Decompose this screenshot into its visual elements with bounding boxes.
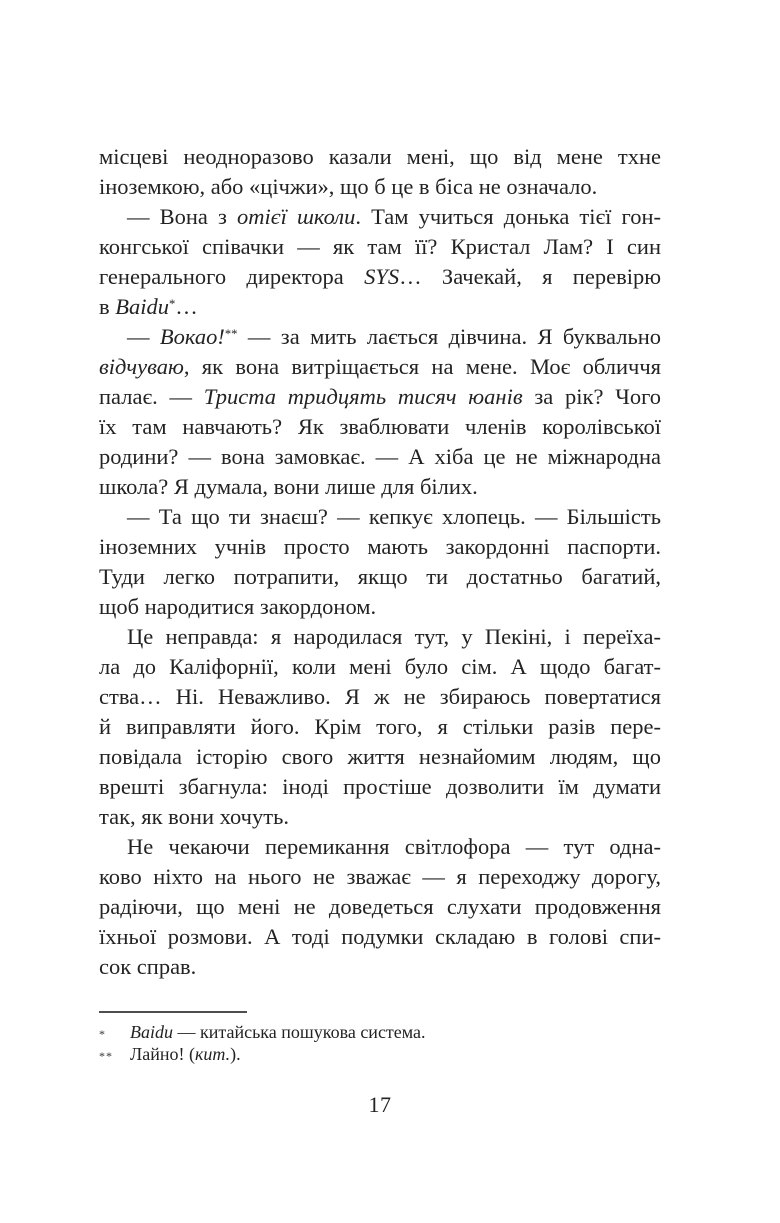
text-run: радіючи, що мені не доведеться слухати продовження <box>99 894 661 919</box>
page-number: 17 <box>368 1092 392 1117</box>
text-line <box>99 892 661 922</box>
text-run: — <box>127 324 160 349</box>
text-line <box>99 202 661 232</box>
text-line <box>99 172 661 202</box>
text-run: іноземних учнів просто мають закордонні паспорти. <box>99 534 661 559</box>
text-line <box>99 832 661 862</box>
text-run: , як вона витріщається на мене. Моє обличчя <box>183 354 661 379</box>
footnote-text <box>130 1043 661 1065</box>
text-line <box>99 682 661 712</box>
text-run: ково ніхто на нього не зважає — я переходжу дорогу, <box>99 864 661 889</box>
text-run: сок справ. <box>99 954 197 979</box>
text-run: іноземкою, або «цічжи», що б це в біса не означало. <box>99 174 598 199</box>
text-run: … <box>175 294 198 319</box>
text-run: Лайно! ( <box>130 1044 195 1064</box>
footnote-reference-mark: * <box>169 297 176 312</box>
text-run: ). <box>230 1044 241 1064</box>
text-run: їх там навчають? Як зваблювати членів королівської <box>99 414 661 439</box>
text-run: так, як вони хочуть. <box>99 804 289 829</box>
text-run: генерального директора <box>99 264 365 289</box>
text-run: ла до Каліфорнії, коли мені було сім. А щодо багат- <box>99 654 661 679</box>
text-run: — за мить лається дівчина. Я буквально <box>237 324 661 349</box>
text-line <box>99 742 661 772</box>
text-run: … Зачекай, я перевірю <box>399 264 661 289</box>
footnote-marker: ** <box>99 1049 113 1063</box>
footnote-divider <box>99 1011 247 1013</box>
text-line <box>99 592 661 622</box>
text-run: конгської співачки — як там її? Кристал Лам? І син <box>99 234 661 259</box>
text-run: кит. <box>194 1044 231 1064</box>
text-run: SYS <box>364 264 400 289</box>
text-line <box>99 262 661 292</box>
text-run: . Там учиться донька тієї гон- <box>355 204 661 229</box>
text-run: повідала історію свого життя незнайомим людям, що <box>99 744 661 769</box>
text-line <box>99 532 661 562</box>
text-line <box>99 472 661 502</box>
text-run: за рік? Чого <box>522 384 661 409</box>
text-line <box>99 232 661 262</box>
text-line <box>99 442 661 472</box>
text-line <box>99 802 661 832</box>
text-line <box>99 562 661 592</box>
body-text <box>99 142 661 982</box>
text-line <box>99 382 661 412</box>
footnote-list <box>99 1021 661 1065</box>
text-run: отієї школи <box>237 204 356 229</box>
footnote-reference-mark: ** <box>224 327 238 342</box>
text-line <box>99 322 661 352</box>
text-run: Це неправда: я народилася тут, у Пекіні, і переїха- <box>127 624 661 649</box>
text-run: школа? Я думала, вони лише для білих. <box>99 474 478 499</box>
text-run: ства… Ні. Неважливо. Я ж не збираюсь повертатися <box>99 684 661 709</box>
text-line <box>99 862 661 892</box>
text-line <box>99 952 661 982</box>
text-line <box>99 652 661 682</box>
text-line <box>99 712 661 742</box>
text-line <box>99 622 661 652</box>
text-run: врешті збагнула: іноді простіше дозволити їм думати <box>99 774 661 799</box>
footnote-marker: * <box>99 1027 106 1041</box>
footnote <box>99 1021 661 1043</box>
text-run: місцеві неодноразово казали мені, що від мене тхне <box>99 144 661 169</box>
footnote <box>99 1043 661 1065</box>
text-run: родини? — вона замовкає. — А хіба це не міжнародна <box>99 444 661 469</box>
text-run: відчуваю <box>99 354 184 379</box>
text-run: Триста тридцять тисяч юанів <box>203 384 523 409</box>
text-line <box>99 352 661 382</box>
text-run: Не чекаючи перемикання світлофора — тут одна- <box>127 834 661 859</box>
text-run: в <box>99 294 116 319</box>
text-run: Baidu <box>115 294 169 319</box>
text-run: Вокао! <box>159 324 225 349</box>
text-line <box>99 142 661 172</box>
text-run: — Та що ти знаєш? — кепкує хлопець. — Більшість <box>127 504 661 529</box>
text-run: Baidu <box>130 1022 173 1042</box>
text-line <box>99 922 661 952</box>
text-run: й виправляти його. Крім того, я стільки разів пере- <box>99 714 661 739</box>
text-run: їхньої розмови. А тоді подумки складаю в голові спи- <box>99 924 661 949</box>
footnotes-section <box>99 1011 661 1065</box>
text-line <box>99 772 661 802</box>
text-run: палає. — <box>99 384 204 409</box>
text-line <box>99 502 661 532</box>
text-run: — китайська пошукова система. <box>173 1022 426 1042</box>
text-run: — Вона з <box>127 204 238 229</box>
text-run: щоб народитися закордоном. <box>99 594 377 619</box>
text-run: Туди легко потрапити, якщо ти достатньо багатий, <box>99 564 661 589</box>
text-line <box>99 412 661 442</box>
footnote-text <box>130 1021 661 1043</box>
text-line <box>99 292 661 322</box>
